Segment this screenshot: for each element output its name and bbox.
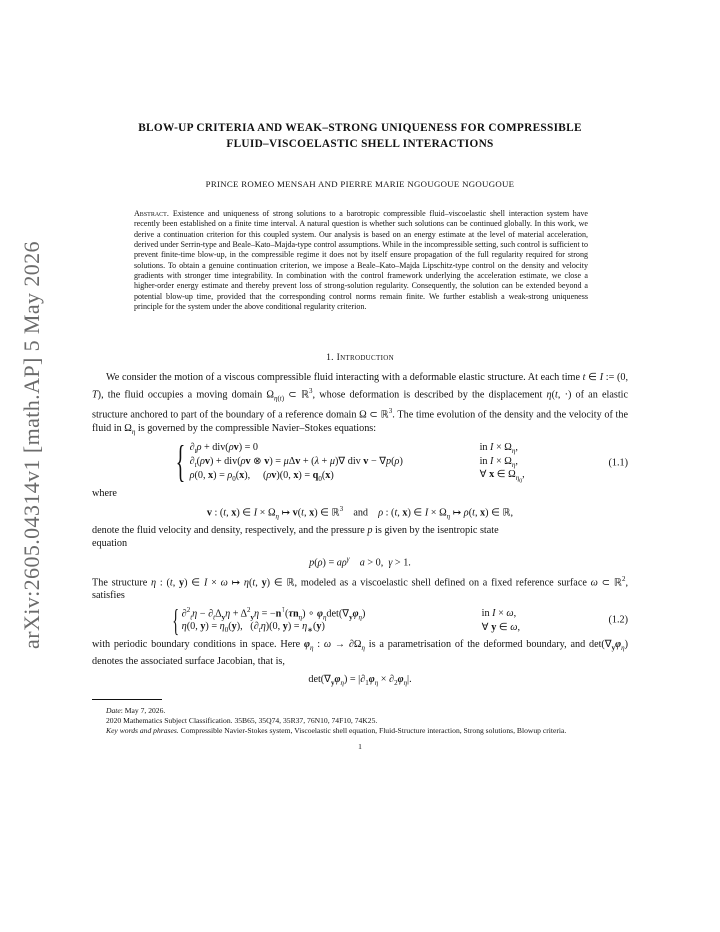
equation-number-1-2: (1.2) [608, 614, 628, 626]
where-label: where [92, 487, 117, 499]
abstract [134, 209, 588, 312]
equation-label: equation [92, 538, 128, 550]
abstract-text: Existence and uniqueness of strong solutions to a barotropic compressible fluid–viscoelastic shell interaction system have recently been established on a finite time interval. A natural question is whether such solutions can be continued globally. In this work, we derive a continuation criterion for this coupled system. Our analysis is based on an energy estimate at the level of material acceleration, derived under Serrin-type and Beale–Kato–Majda-type control assumptions. While in the incompressible setting, such control is sufficient to prevent finite-time blow-up, in the compressible regime it does not by itself ensure propagation of the full regularity required for strong solutions. To obtain a genuine continuation criterion, we impose a Beale–Kato–Majda Lipschitz-type control on the density and velocity gradients with stronger time integrability. In combination with the control framework underlying the acceleration estimate, we close a higher-order energy estimate and thereby prevent loss of strong-solution regularity. Consequently, the solution can be extended beyond a potential blow-up time, provided that the corresponding control norms remain finite. We further establish a weak-strong uniqueness principle for the system under the above conditional regularity criterion. [134, 209, 588, 312]
introduction-body [92, 371, 628, 686]
arxiv-identifier: arXiv:2605.04314v1 [math.AP] 5 May 2026 [19, 241, 44, 649]
footnote-date: Date: May 7, 2026. [106, 705, 166, 715]
footnote-msc [92, 716, 628, 726]
footnotes [92, 706, 628, 736]
keywords-label: Key words and phrases. [106, 725, 179, 735]
footnote-keywords [92, 726, 628, 736]
equation-1-1: { $\partial_t\rho + div(\rho v) = 0$ in $I \times \Omega_\eta$, $\partial_t(\rho v) + div(\rho v$ ⊗ v) = μΔv + (λ + μ)∇ div v − ∇p(ρ) in $I \times \Omega_\eta$, ρ(0, $x) = \rho_0(x)$, (ρv)(0, $x) = q_0(x)$ ∀ x ∈ $\Omega_{\eta_0}$, (1.1) [176, 436, 628, 486]
date-value: May 7, 2026. [124, 705, 166, 715]
intro-paragraph-4: with periodic boundary conditions in space. Here $\varphi_\eta$ : $\omega \to \partial\Omega_\eta$ is a parametrisation of the deformed boundary, and $\det(\nabla_y\varphi_\eta)$ denotes the associated surface Jacobian, that is, [92, 639, 628, 668]
pressure-law: $p(\rho) = a\rho^\gamma$ a > 0, γ > 1. [309, 555, 411, 569]
msc-label: 2020 Mathematics Subject Classification. [106, 715, 233, 725]
arxiv-sidebar-stamp [14, 230, 50, 660]
intro-paragraph-3: The structure η : (t, y) ∈ I × ω ↦ η(t, y) ∈ ℝ, modeled as a viscoelastic shell defined on a fixed reference surface ω ⊂ ℝ$^2$, satisfies [92, 574, 629, 602]
page-number: 1 [358, 741, 362, 751]
velocity-density-definition: v : (t, x) ∈ $I \times \Omega_\eta$ ↦ v(t, x) ∈ ℝ$^3$ and ρ : (t, x) ∈ $I \times \Omega_\eta$ ↦ ρ(t, x) ∈ ℝ, [206, 504, 514, 521]
paper-page [92, 120, 628, 751]
author-list: PRINCE ROMEO MENSAH AND PIERRE MARIE NGOUGOUE NGOUGOUE [205, 179, 515, 189]
intro-paragraph-1: We consider the motion of a viscous compressible fluid interacting with a deformable elastic structure. At each time t ∈ I := (0, T), the fluid occupies a moving domain $\Omega_{\eta(t)}$ ⊂ ℝ$^3$, whose deformation is described by the displacement η(t, ·) of an elastic structure anchored to part of the boundary of a reference domain Ω ⊂ ℝ$^3$. The time evolution of the density and the velocity of the fluid in $\Omega_\eta$ is governed by the compressible Navier–Stokes equations: [92, 372, 629, 436]
left-brace: { [172, 602, 180, 639]
section-heading-introduction: 1. Introduction [326, 352, 394, 364]
title-line-2: FLUID–VISCOELASTIC SHELL INTERACTIONS [226, 138, 494, 150]
date-label: Date [106, 705, 121, 715]
keywords-text: Compressible Navier-Stokes system, Viscoelastic shell equation, Fluid-Structure interaction, Strong solutions, Blowup criteria. [180, 725, 567, 735]
intro-paragraph-2: denote the fluid velocity and density, respectively, and the pressure p is given by the isentropic state [92, 525, 499, 537]
abstract-label: Abstract. [134, 209, 169, 218]
equation-1-2: { $\partial^2_t\eta - \partial_t\Delta_y\eta + \Delta^2_y\eta = -n^⊺(\tau n_\eta)$ ∘ $\varphi_\eta\det(\nabla_y\varphi_\eta)$ in I × ω, η(0, $y) = \eta_0(y)$, $(\partial_t\eta)(0$, $y) = \eta_∗(y)$ ∀ y ∈ ω, (1.2) [172, 602, 628, 639]
equation-number-1-1: (1.1) [608, 457, 628, 469]
footnote-divider [92, 699, 162, 700]
title-line-1: BLOW-UP CRITERIA AND WEAK–STRONG UNIQUENESS FOR COMPRESSIBLE [138, 122, 582, 134]
surface-jacobian: $\det(\nabla_y\varphi_\eta) = |\partial_1\varphi_\eta \times \partial_2\varphi_\eta|$. [308, 673, 412, 687]
left-brace: { [176, 436, 186, 486]
msc-codes: 35B65, 35Q74, 35R37, 76N10, 74F10, 74K25. [234, 715, 378, 725]
paper-title [92, 120, 628, 152]
